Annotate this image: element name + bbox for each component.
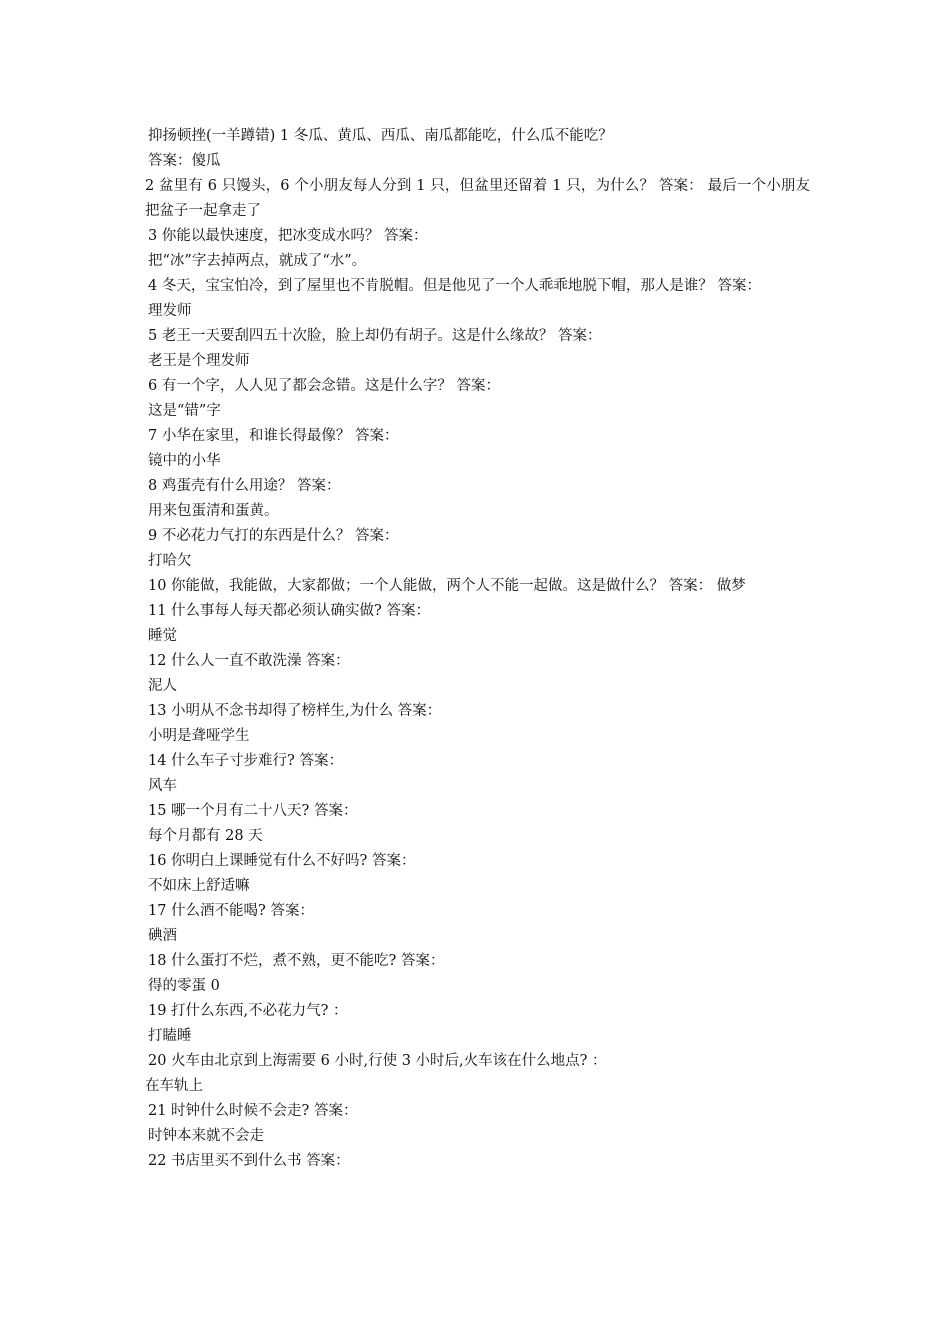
riddle-12-question: 12 什么人一直不敢洗澡 答案： bbox=[148, 653, 350, 669]
riddle-4-answer: 理发师 bbox=[148, 303, 192, 319]
riddle-22-question: 22 书店里买不到什么书 答案： bbox=[148, 1153, 350, 1169]
riddle-17-question: 17 什么酒不能喝? 答案： bbox=[148, 903, 314, 919]
riddle-8-question: 8 鸡蛋壳有什么用途？ 答案： bbox=[148, 478, 341, 494]
riddle-5-question: 5 老王一天要刮四五十次脸，脸上却仍有胡子。这是什么缘故？ 答案： bbox=[148, 328, 602, 344]
riddle-8-answer: 用来包蛋清和蛋黄。 bbox=[148, 503, 279, 519]
riddle-4-question: 4 冬天，宝宝怕冷，到了屋里也不肯脱帽。但是他见了一个人乖乖地脱下帽，那人是谁？ 答案： bbox=[148, 278, 761, 294]
riddle-2: 2 盆里有 6 只馒头，6 个小朋友每人分到 1 只，但盆里还留着 1 只，为什么？ 答案： 最后一个小朋友把盆子一起拿走了 bbox=[145, 178, 810, 219]
riddle-6-answer: 这是“错”字 bbox=[148, 403, 221, 419]
riddle-14-question: 14 什么车子寸步难行? 答案： bbox=[148, 753, 343, 769]
riddle-12-answer: 泥人 bbox=[148, 678, 177, 694]
riddle-3-answer: 把“冰”字去掉两点，就成了“水”。 bbox=[148, 253, 367, 269]
riddle-9-answer: 打哈欠 bbox=[148, 553, 192, 569]
riddle-14-answer: 风车 bbox=[148, 778, 177, 794]
riddle-5-answer: 老王是个理发师 bbox=[148, 353, 250, 369]
riddle-1-question: 抑扬顿挫(一羊蹲错) 1 冬瓜、黄瓜、西瓜、南瓜都能吃，什么瓜不能吃？ bbox=[148, 128, 613, 144]
riddle-11-question: 11 什么事每人每天都必须认确实做? 答案： bbox=[148, 603, 430, 619]
riddle-17-answer: 碘酒 bbox=[148, 928, 177, 944]
riddle-21-answer: 时钟本来就不会走 bbox=[148, 1128, 264, 1144]
riddle-1-answer: 答案：傻瓜 bbox=[148, 153, 221, 169]
riddle-10: 10 你能做，我能做，大家都做；一个人能做，两个人不能一起做。这是做什么？ 答案： 做梦 bbox=[148, 578, 746, 594]
riddle-16-answer: 不如床上舒适嘛 bbox=[148, 878, 250, 894]
riddle-13-question: 13 小明从不念书却得了榜样生,为什么 答案： bbox=[148, 703, 442, 719]
riddle-6-question: 6 有一个字，人人见了都会念错。这是什么字？ 答案： bbox=[148, 378, 500, 394]
riddle-15-answer: 每个月都有 28 天 bbox=[148, 828, 263, 844]
riddle-19-question: 19 打什么东西,不必花力气? ： bbox=[148, 1003, 348, 1019]
riddle-16-question: 16 你明白上课睡觉有什么不好吗? 答案： bbox=[148, 853, 416, 869]
riddle-21-question: 21 时钟什么时候不会走? 答案： bbox=[148, 1103, 358, 1119]
riddle-13-answer: 小明是聋哑学生 bbox=[148, 728, 250, 744]
riddle-18-answer: 得的零蛋 0 bbox=[148, 978, 220, 994]
riddle-20-question: 20 火车由北京到上海需要 6 小时,行使 3 小时后,火车该在什么地点? ： bbox=[148, 1053, 607, 1069]
riddle-11-answer: 睡觉 bbox=[148, 628, 177, 644]
riddle-15-question: 15 哪一个月有二十八天? 答案： bbox=[148, 803, 358, 819]
riddle-20-answer: 在车轨上 bbox=[145, 1078, 203, 1094]
riddle-7-question: 7 小华在家里，和谁长得最像？ 答案： bbox=[148, 428, 399, 444]
document-body bbox=[145, 124, 810, 1174]
riddle-3-question: 3 你能以最快速度，把冰变成水吗？ 答案： bbox=[148, 228, 428, 244]
riddle-7-answer: 镜中的小华 bbox=[148, 453, 221, 469]
riddle-19-answer: 打瞌睡 bbox=[148, 1028, 192, 1044]
riddle-9-question: 9 不必花力气打的东西是什么？ 答案： bbox=[148, 528, 399, 544]
riddle-18-question: 18 什么蛋打不烂，煮不熟，更不能吃? 答案： bbox=[148, 953, 445, 969]
